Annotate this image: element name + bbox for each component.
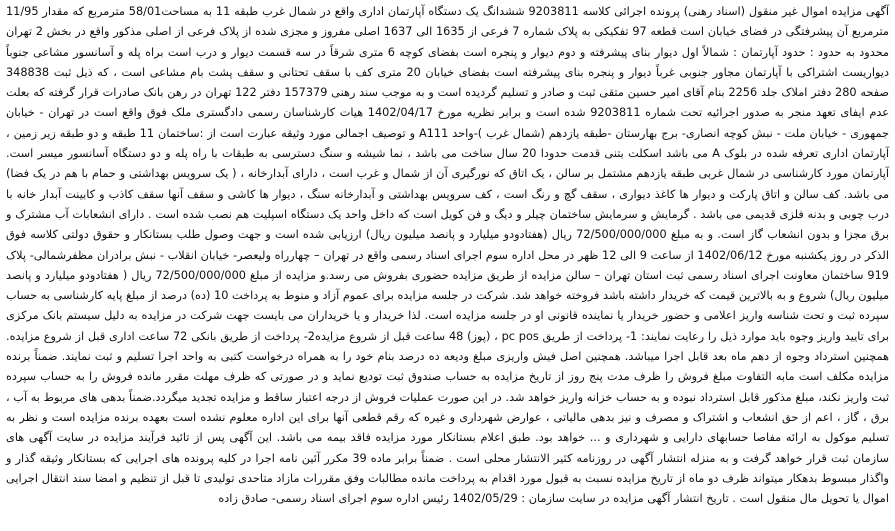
auction-notice-body: آگهی مزایده اموال غیر منقول (اسناد رهنی) پرونده اجرائی کلاسه 9203811 ششدانگ یک دستگاه آپارتمان اداری واقع در شمال غرب طبقه 11 به مساحت58/01 مترمربع که مقدار 11/95 مترمربع آن پیشرفتگی در فضای خیابان است قطعه 97 تفکیکی به پلاک شماره 7 فرعی از 1635 الی 1637 اصلی مفروز و مجزی شده از پلاک فرعی از اصلی مذکور واقع در بخش 2 تهران محدود به حدود : حدود آپارتمان : شمالاً اول دیوار بنای پیشرفته و دوم دیوار و پنجره است بفضای کوچه 6 متری شرقاً در سه قسمت دیوار و درب است براه پله و آسانسور مشاعی جنوباً دیواریست اشتراکی با آپارتمان مجاور جنوبی غرباً دیوار و پنجره بنای پیشرفته است بفضای خیابان 20 متری کف با سقف تحتانی و سقف پشت بام مشاعی است ، که ذیل ثبت 348838 صفحه 280 دفتر املاک جلد 2256 بنام آقای امیر حسین متقی ثبت و صادر و تسلیم گردیده است و به موجب سند رهنی 157379 دفتر 122 تهران در رهن بانک صادرات قرار گرفته که بعلت عدم ایفای تعهد منجر به صدور اجرائیه تحت شماره 9203811 شده است و برابر نظریه مورخ 1402/04/17 هیات کارشناسان رسمی دادگستری ملک فوق واقع است در تهران - خیابان جمهوری - خیابان ملت - نبش کوچه انصاری- برج بهارستان -طبقه یازدهم (شمال غرب )-واحد A111 و توصیف اجمالی مورد وثیقه عبارت است از :ساختمان 11 طبقه و دو طبقه زیر زمین ، آپارتمان اداری تعرفه شده در بلوک A می باشد اسکلت بتنی قدمت حدودا 20 سال ساخت می باشد ، نما شیشه و سنگ دسترسی به طبقات با راه پله و دو دستگاه آسانسور میسر است. آپارتمان مورد کارشناسی در شمال غربی طبقه یازدهم مشتمل بر سالن ، یک اتاق که نورگیری آن از شمال و غرب است ، دارای آبدارخانه ، ( یک سرویس بهداشتی و حمام با هم در یک فضا) می باشد. کف سالن و اتاق پارکت و دیوار ها کاغذ دیواری ، سقف گچ و رنگ است ، کف سرویس بهداشتی و آبدارخانه سنگ ، دیوار ها کاشی و سقف آنها سقف کاذب و کابینت آبدار خانه با درب چوبی و بدنه فلزی قدیمی می باشد . گرمایش و سرمایش ساختمان چیلر و دیگ و فن کویل است که داخل واحد یک دستگاه اسپلیت هم نصب شده است . دارای انشعابات آب مشترک و برق مجزا و بدون انشعاب گاز است. و به مبلغ 72/500/000/000 ریال (هفتادودو میلیارد و پانصد میلیون ریال) ارزیابی شده است و جهت وصول طلب بستانکار و حقوق دولتی کلاسه فوق الذکر در روز یکشنبه مورخ 1402/06/12 از ساعت 9 الی 12 ظهر در محل اداره سوم اجرای اسناد رسمی واقع در تهران – چهارراه ولیعصر- خیابان انقلاب - نبش برادران مظفرشمالی- پلاک 919 ساختمان معاونت اجرای اسناد رسمی ثبت استان تهران – سالن مزایده از طریق مزایده حضوری بفروش می رسد.و مزایده از مبلغ 72/500/000/000 ریال ( هفتادودو میلیارد و پانصد میلیون ریال) شروع و به بالاترین قیمت که خریدار داشته باشد فروخته خواهد شد. شرکت در جلسه مزایده برای عموم آزاد و منوط به پرداخت 10 (ده) درصد از مبلغ پایه کارشناسی به حساب سپرده ثبت و تحت شناسه واریز اعلامی و حضور خریدار یا نماینده قانونی او در جلسه مزایده است. لذا خریدار و یا خریداران می بایست جهت شرکت در مزایده به دلیل سیستم بانک مرکزی برای تایید واریز وجوه باید موارد ذیل را رعایت نمایند: 1- پرداخت از طریق pc pos ، (پوز) 48 ساعت قبل از شروع مزایده2- پرداخت از طریق بانکی 72 ساعت اداری قبل از شروع مزایده. همچنین استرداد وجوه از دهم ماه بعد قابل اجرا میباشد. همچنین اصل فیش واریزی مبلغ ودیعه ده درصد بنام خود را به همراه درخواست کتبی به واحد اجرا تسلیم و ثبت نمایند. ضمناً برنده مزایده مکلف است مابه التفاوت مبلغ فروش را ظرف مدت پنج روز از تاریخ مزایده به حساب صندوق ثبت تودیع نماید و در صورتی که ظرف مهلت مقرر مانده فروش را به حساب سپرده ثبت واریز نکند، مبلغ مذکور قابل استرداد نبوده و به حساب خزانه واریز خواهد شد. در این صورت عملیات فروش از درجه اعتبار ساقط و مزایده تجدید میگردد.ضمناً بدهی های مربوط به آب ، برق ، گاز ، اعم از حق انشعاب و اشتراک و مصرف و نیز بدهی مالیاتی ، عوارض شهرداری و غیره که رقم قطعی آنها برای این اداره معلوم نشده است بعهده برنده مزایده است و نظر به تسلیم موکول به ارائه مفاصا حسابهای دارایی و شهرداری و ... خواهد بود. طبق اعلام بستانکار مورد مزایده فاقد بیمه می باشد. این آگهی پس از تائید فرآیند مزایده در سایت آگهی های سازمان ثبت قرار خواهد گرفت و به منزله انتشار آگهی در روزنامه کثیر الانتشار محلی است . ضمناً برابر ماده 39 مکرر آئین نامه اجرا در کلیه پرونده های اجرایی که بستانکار وثیقه گذار و واگذار مبسوط بدهکار میتواند ظرف دو ماه از تاریخ مزایده نسبت به قبول مورد اقدام به پرداخت مانده مطالبات وفق مقررات مازاد متاحدی تولیدی تا قبل از تنظیم و امضا سند انتقال اجرایی اموال یا تحویل مال منقول است . تاریخ انتشار آگهی مزایده در سایت سازمان : 1402/05/29 رئیس اداره سوم اجرای اسناد رسمی- صادق زاده (6, 5, 890, 506)
